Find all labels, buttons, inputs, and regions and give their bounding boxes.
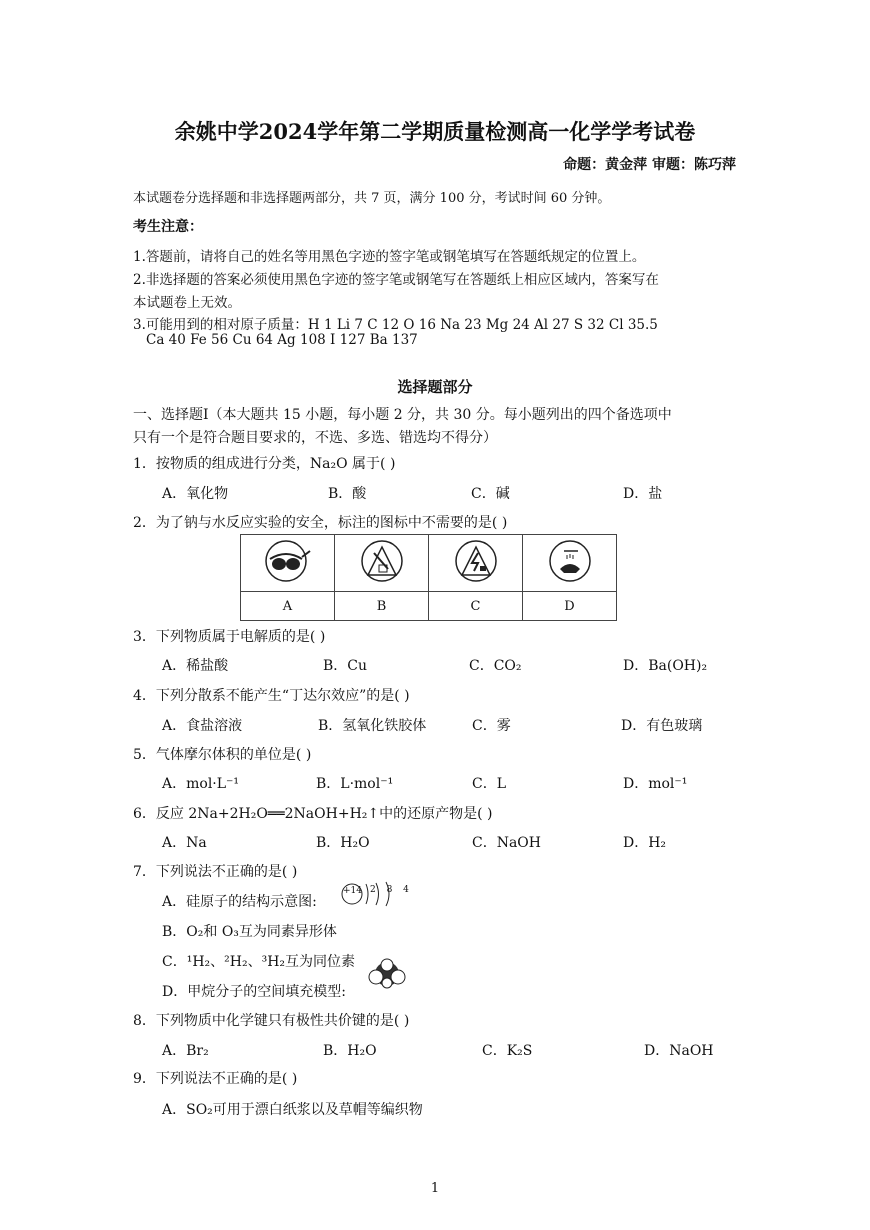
q4-option-b: B．氢氧化铁胶体 bbox=[318, 718, 427, 734]
notice-line-1: 1.答题前，请将自己的姓名等用黑色字迹的签字笔或钢笔填写在答题纸规定的位置上。 bbox=[133, 249, 646, 265]
q7-option-d: D．甲烷分子的空间填充模型: bbox=[162, 984, 346, 1000]
q6-option-d: D．H₂ bbox=[623, 835, 667, 851]
electric-hazard-icon bbox=[454, 539, 498, 583]
notice-line-3: 3.可能用到的相对原子质量：H 1 Li 7 C 12 O 16 Na 23 Mg 24 Al 27 S 32 Cl 35.5 bbox=[133, 317, 658, 333]
question-3: 3．下列物质属于电解质的是( ) bbox=[133, 629, 326, 645]
page-title: 余姚中学2024学年第二学期质量检测高一化学学考试卷 bbox=[174, 119, 696, 144]
question-1: 1．按物质的组成进行分类，Na₂O 属于( ) bbox=[133, 456, 396, 472]
q6-option-b: B．H₂O bbox=[316, 835, 370, 851]
nucleus-charge: +14 bbox=[343, 886, 362, 896]
q5-option-a: A．mol·L⁻¹ bbox=[162, 776, 240, 792]
page-number: 1 bbox=[430, 1181, 440, 1196]
electric-hazard-icon-cell bbox=[429, 535, 523, 592]
q6-option-a: A．Na bbox=[162, 835, 207, 851]
intro-text: 本试题卷分选择题和非选择题两部分，共 7 页，满分 100 分，考试时间 60 分钟。 bbox=[133, 191, 611, 206]
q4-option-d: D．有色玻璃 bbox=[621, 718, 703, 734]
hot-surface-icon bbox=[360, 539, 404, 583]
question-2: 2．为了钠与水反应实验的安全，标注的图标中不需要的是( ) bbox=[133, 515, 508, 531]
q8-option-a: A．Br₂ bbox=[162, 1043, 209, 1059]
q7-option-b: B．O₂和 O₃互为同素异形体 bbox=[162, 924, 337, 940]
q7-option-a: A．硅原子的结构示意图: bbox=[162, 894, 317, 910]
q5-option-d: D．mol⁻¹ bbox=[623, 776, 688, 792]
silicon-atom-diagram bbox=[340, 879, 413, 913]
part1-instructions: 一、选择题Ⅰ（本大题共 15 小题，每小题 2 分，共 30 分。每小题列出的四个备选项中 bbox=[133, 407, 672, 423]
q1-option-c: C．碱 bbox=[471, 486, 510, 502]
q7-option-c: C．¹H₂、²H₂、³H₂互为同位素 bbox=[162, 954, 356, 970]
electron-shells: 2 8 4 bbox=[370, 885, 413, 895]
hot-hazard-icon-cell bbox=[335, 535, 429, 592]
q2-label-d: D bbox=[523, 592, 617, 621]
q4-option-c: C．雾 bbox=[472, 718, 511, 734]
q8-option-b: B．H₂O bbox=[323, 1043, 377, 1059]
q3-option-d: D．Ba(OH)₂ bbox=[623, 658, 708, 674]
goggles-icon bbox=[264, 539, 312, 583]
question-6: 6．反应 2Na+2H₂O══2NaOH+H₂↑中的还原产物是( ) bbox=[133, 806, 493, 822]
handwash-icon-cell bbox=[523, 535, 617, 592]
hand-wash-icon bbox=[548, 539, 592, 583]
goggles-icon-cell bbox=[241, 535, 335, 592]
q3-option-a: A．稀盐酸 bbox=[162, 658, 229, 674]
notice-line-3b: Ca 40 Fe 56 Cu 64 Ag 108 I 127 Ba 137 bbox=[146, 332, 418, 348]
question-4: 4．下列分散系不能产生“丁达尔效应”的是( ) bbox=[133, 688, 410, 704]
authors-line: 命题：黄金萍 审题：陈巧萍 bbox=[563, 157, 736, 173]
q2-label-a: A bbox=[241, 592, 335, 621]
q1-option-a: A．氧化物 bbox=[162, 486, 229, 502]
methane-model-icon bbox=[368, 957, 406, 993]
question-5: 5．气体摩尔体积的单位是( ) bbox=[133, 747, 312, 763]
q4-option-a: A．食盐溶液 bbox=[162, 718, 243, 734]
section-heading: 选择题部分 bbox=[397, 378, 473, 396]
question-8: 8．下列物质中化学键只有极性共价键的是( ) bbox=[133, 1013, 410, 1029]
q8-option-c: C．K₂S bbox=[482, 1043, 533, 1059]
q5-option-c: C．L bbox=[472, 776, 507, 792]
notice-line-2: 2.非选择题的答案必须使用黑色字迹的签字笔或钢笔写在答题纸上相应区域内，答案写在 bbox=[133, 272, 659, 288]
q1-option-b: B．酸 bbox=[328, 486, 367, 502]
q3-option-b: B．Cu bbox=[323, 658, 368, 674]
question-7: 7．下列说法不正确的是( ) bbox=[133, 864, 298, 880]
notice-line-2b: 本试题卷上无效。 bbox=[133, 295, 241, 311]
safety-icons-table bbox=[240, 534, 617, 621]
q5-option-b: B．L·mol⁻¹ bbox=[316, 776, 394, 792]
q2-label-b: B bbox=[335, 592, 429, 621]
q2-label-c: C bbox=[429, 592, 523, 621]
notice-heading: 考生注意： bbox=[133, 219, 203, 235]
q8-option-d: D．NaOH bbox=[644, 1043, 714, 1059]
part1-instructions-2: 只有一个是符合题目要求的，不选、多选、错选均不得分） bbox=[133, 430, 497, 446]
question-9: 9．下列说法不正确的是( ) bbox=[133, 1071, 298, 1087]
q3-option-c: C．CO₂ bbox=[469, 658, 522, 674]
q1-option-d: D．盐 bbox=[623, 486, 663, 502]
q9-option-a: A．SO₂可用于漂白纸浆以及草帽等编织物 bbox=[162, 1102, 423, 1118]
q6-option-c: C．NaOH bbox=[472, 835, 541, 851]
